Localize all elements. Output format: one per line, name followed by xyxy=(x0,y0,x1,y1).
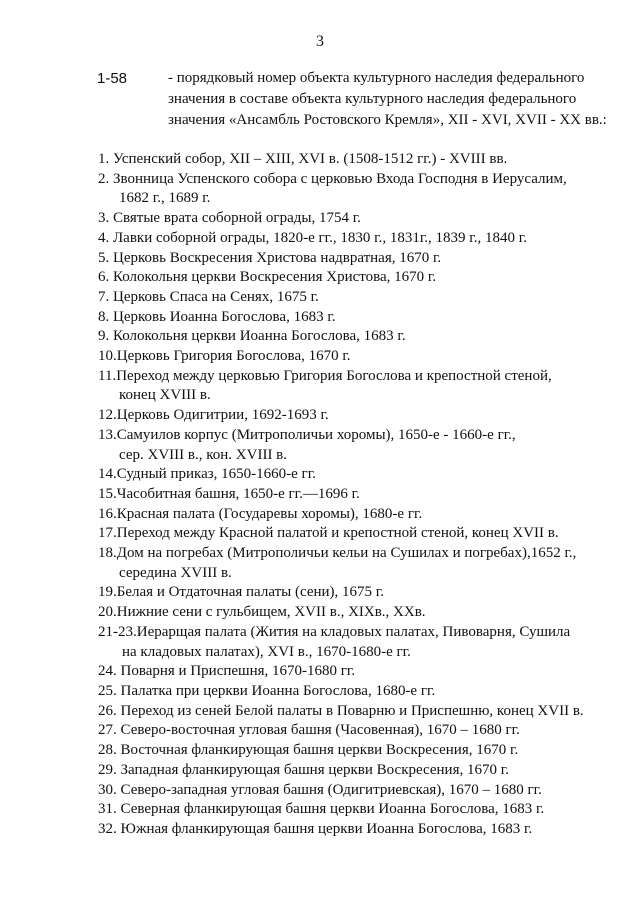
header-line: - порядковый номер объекта культурного наследия федерального xyxy=(168,70,585,86)
list-item xyxy=(98,485,608,505)
list-item-text: 28. Восточная фланкирующая башня церкви Воскресения, 1670 г. xyxy=(98,742,519,759)
list-item xyxy=(98,820,608,840)
list-item xyxy=(98,544,608,583)
list-item-text: 32. Южная фланкирующая башня церкви Иоанна Богослова, 1683 г. xyxy=(98,820,533,837)
list-item-text: 15.Часобитная башня, 1650-е гг.—1696 г. xyxy=(98,485,360,502)
list-item-text: 8. Церковь Иоанна Богослова, 1683 г. xyxy=(98,308,336,325)
list-item xyxy=(98,721,608,741)
list-item-text: 14.Судный приказ, 1650-1660-е гг. xyxy=(98,466,316,483)
list-item xyxy=(98,426,608,465)
list-item-text: 30. Северо-западная угловая башня (Одигитриевская), 1670 – 1680 гг. xyxy=(98,781,542,798)
header-line: значения «Ансамбль Ростовского Кремля», XII - XVI, XVII - XX вв.: xyxy=(168,112,607,128)
list-item xyxy=(98,800,608,820)
list-item xyxy=(98,268,608,288)
heritage-object-list xyxy=(98,150,608,840)
list-item-text: 20.Нижние сени с гульбищем, XVII в., XIXв., XXв. xyxy=(98,604,426,621)
page-number: 3 xyxy=(316,33,324,50)
list-item-text: 25. Палатка при церкви Иоанна Богослова, 1680-е гг. xyxy=(98,682,436,699)
list-item-text: 13.Самуилов корпус (Митрополичьи хоромы), 1650-е - 1660-е гг., xyxy=(98,426,516,443)
list-item-text: 7. Церковь Спаса на Сенях, 1675 г. xyxy=(98,288,319,305)
list-item xyxy=(98,623,608,662)
list-item-text: 31. Северная фланкирующая башня церкви Иоанна Богослова, 1683 г. xyxy=(98,801,545,818)
list-item-text: 4. Лавки соборной ограды, 1820-е гг., 1830 г., 1831г., 1839 г., 1840 г. xyxy=(98,229,527,246)
list-item-text: 18.Дом на погребах (Митрополичьи кельи на Сушилах и погребах),1652 г., xyxy=(98,545,577,562)
list-item xyxy=(98,347,608,367)
list-item xyxy=(98,327,608,347)
list-item-text: 11.Переход между церковью Григория Богослова и крепостной стеной, xyxy=(98,367,552,384)
list-item xyxy=(98,229,608,249)
list-item xyxy=(98,170,608,209)
list-item xyxy=(98,209,608,229)
list-item-text: 2. Звонница Успенского собора с церковью Входа Господня в Иерусалим, xyxy=(98,170,567,187)
list-item-text: 19.Белая и Отдаточная палаты (сени), 1675 г. xyxy=(98,584,384,601)
list-item xyxy=(98,741,608,761)
list-item-text: 10.Церковь Григория Богослова, 1670 г. xyxy=(98,348,351,365)
list-item-text: 12.Церковь Одигитрии, 1692-1693 г. xyxy=(98,407,329,424)
list-item-text: 1. Успенский собор, XII – XIII, XVI в. (1508-1512 гг.) - XVIII вв. xyxy=(98,151,508,167)
list-item xyxy=(98,781,608,801)
list-item-text: 3. Святые врата соборной ограды, 1754 г. xyxy=(98,210,361,227)
list-item-text: 6. Колокольня церкви Воскресения Христова, 1670 г. xyxy=(98,269,437,286)
list-item-continuation: на кладовых палатах), XVI в., 1670-1680-е гг. xyxy=(122,643,411,660)
list-item-text: 9. Колокольня церкви Иоанна Богослова, 1683 г. xyxy=(98,328,406,345)
list-item-continuation: середина XVIII в. xyxy=(119,564,232,581)
list-item xyxy=(98,249,608,269)
list-item-continuation: конец XVIII в. xyxy=(119,387,211,404)
list-item-text: 21-23.Иерарщая палата (Жития на кладовых палатах, Пивоварня, Сушила xyxy=(98,623,571,640)
list-item-text: 5. Церковь Воскресения Христова надвратная, 1670 г. xyxy=(98,249,442,266)
list-item-text: 26. Переход из сеней Белой палаты в Поварню и Приспешню, конец XVII в. xyxy=(98,702,584,719)
list-item xyxy=(98,702,608,722)
list-item xyxy=(98,505,608,525)
list-item xyxy=(98,682,608,702)
list-item-text: 29. Западная фланкирующая башня церкви Воскресения, 1670 г. xyxy=(98,761,509,778)
list-item-text: 17.Переход между Красной палатой и крепостной стеной, конец XVII в. xyxy=(98,525,559,542)
list-item-text: 24. Поварня и Приспешня, 1670-1680 гг. xyxy=(98,663,356,680)
list-item-continuation: 1682 г., 1689 г. xyxy=(119,190,211,207)
list-item xyxy=(98,524,608,544)
list-item xyxy=(98,406,608,426)
list-item xyxy=(98,308,608,328)
header-code: 1-58 xyxy=(97,70,128,87)
header-line: значения в составе объекта культурного наследия федерального xyxy=(168,91,577,107)
list-item-text: 27. Северо-восточная угловая башня (Часовенная), 1670 – 1680 гг. xyxy=(98,722,520,739)
header-description xyxy=(168,68,608,131)
list-item xyxy=(98,367,608,406)
list-item xyxy=(98,662,608,682)
list-item xyxy=(98,465,608,485)
list-item xyxy=(98,761,608,781)
list-item xyxy=(98,288,608,308)
list-item xyxy=(98,583,608,603)
list-item xyxy=(98,150,608,170)
list-item-continuation: сер. XVIII в., кон. XVIII в. xyxy=(119,446,288,463)
list-item xyxy=(98,603,608,623)
list-item-text: 16.Красная палата (Государевы хоромы), 1680-е гг. xyxy=(98,505,423,522)
